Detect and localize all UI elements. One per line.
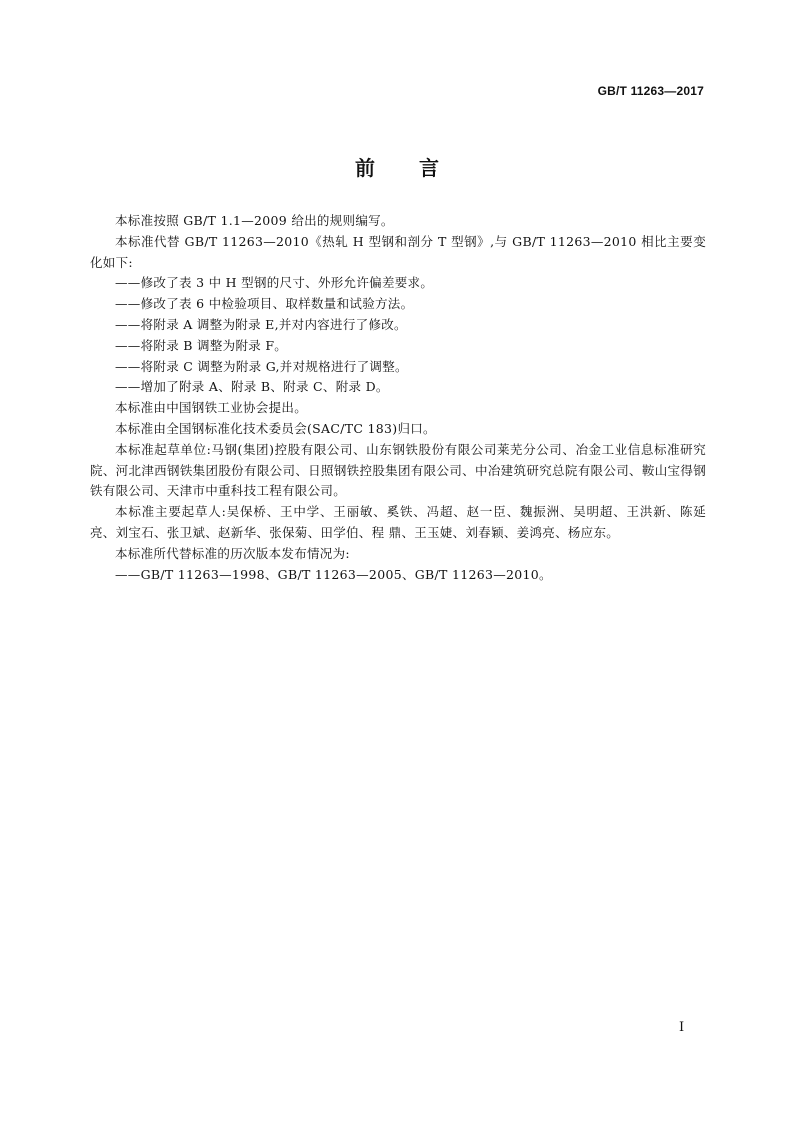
paragraph-replaces: 本标准代替 GB/T 11263—2010《热轧 H 型钢和剖分 T 型钢》,与 GB/T 11263—2010 相比主要变化如下:: [90, 233, 706, 270]
change-item: [90, 357, 706, 378]
paragraph-drafters: 本标准主要起草人:吴保桥、王中学、王丽敏、奚铁、冯超、赵一臣、魏振洲、吴明超、王洪新、陈延亮、刘宝石、张卫斌、赵新华、张保菊、田学伯、程 鼎、王玉婕、刘春颖、姜鸿亮、杨应东。: [90, 504, 706, 540]
history-item: [90, 565, 706, 586]
change-text: 将附录 A 调整为附录 E,并对内容进行了修改。: [140, 316, 407, 332]
dash-mark: ——: [115, 337, 141, 353]
change-item: [90, 273, 706, 294]
dash-mark: ——: [115, 379, 141, 395]
change-item: [90, 315, 706, 336]
paragraph-proposed-by: 本标准由中国钢铁工业协会提出。: [115, 400, 308, 416]
paragraph-drafting-units: 本标准起草单位:马钢(集团)控股有限公司、山东钢铁股份有限公司莱芜分公司、冶金工业信息标准研究院、河北津西钢铁集团股份有限公司、日照钢铁控股集团有限公司、中冶建筑研究总院有限公司、鞍山宝得钢铁有限公司、天津市中重科技工程有限公司。: [90, 441, 706, 499]
dash-mark: ——: [115, 296, 141, 312]
page-title: 前言: [355, 156, 483, 180]
change-text: 将附录 B 调整为附录 F。: [140, 337, 288, 353]
change-item: [90, 294, 706, 315]
change-text: 修改了表 3 中 H 型钢的尺寸、外形允许偏差要求。: [140, 275, 434, 291]
change-text: 将附录 C 调整为附录 G,并对规格进行了调整。: [140, 358, 408, 374]
paragraph-rules: 本标准按照 GB/T 1.1—2009 给出的规则编写。: [115, 213, 394, 228]
change-text: 增加了附录 A、附录 B、附录 C、附录 D。: [140, 379, 389, 395]
paragraph-history-intro: 本标准所代替标准的历次版本发布情况为:: [115, 545, 350, 561]
change-item: [90, 336, 706, 357]
page-number: I: [679, 1020, 685, 1035]
dash-mark: ——: [115, 275, 141, 291]
dash-mark: ——: [115, 358, 141, 374]
dash-mark: ——: [115, 566, 141, 582]
standard-code: GB/T 11263—2017: [597, 84, 704, 98]
history-versions: GB/T 11263—1998、GB/T 11263—2005、GB/T 11263—2010。: [140, 566, 552, 582]
dash-mark: ——: [115, 316, 141, 332]
change-item: [90, 377, 706, 398]
foreword-body: [90, 211, 706, 585]
change-text: 修改了表 6 中检验项目、取样数量和试验方法。: [140, 296, 414, 312]
paragraph-centralized-by: 本标准由全国钢标准化技术委员会(SAC/TC 183)归口。: [115, 420, 436, 436]
